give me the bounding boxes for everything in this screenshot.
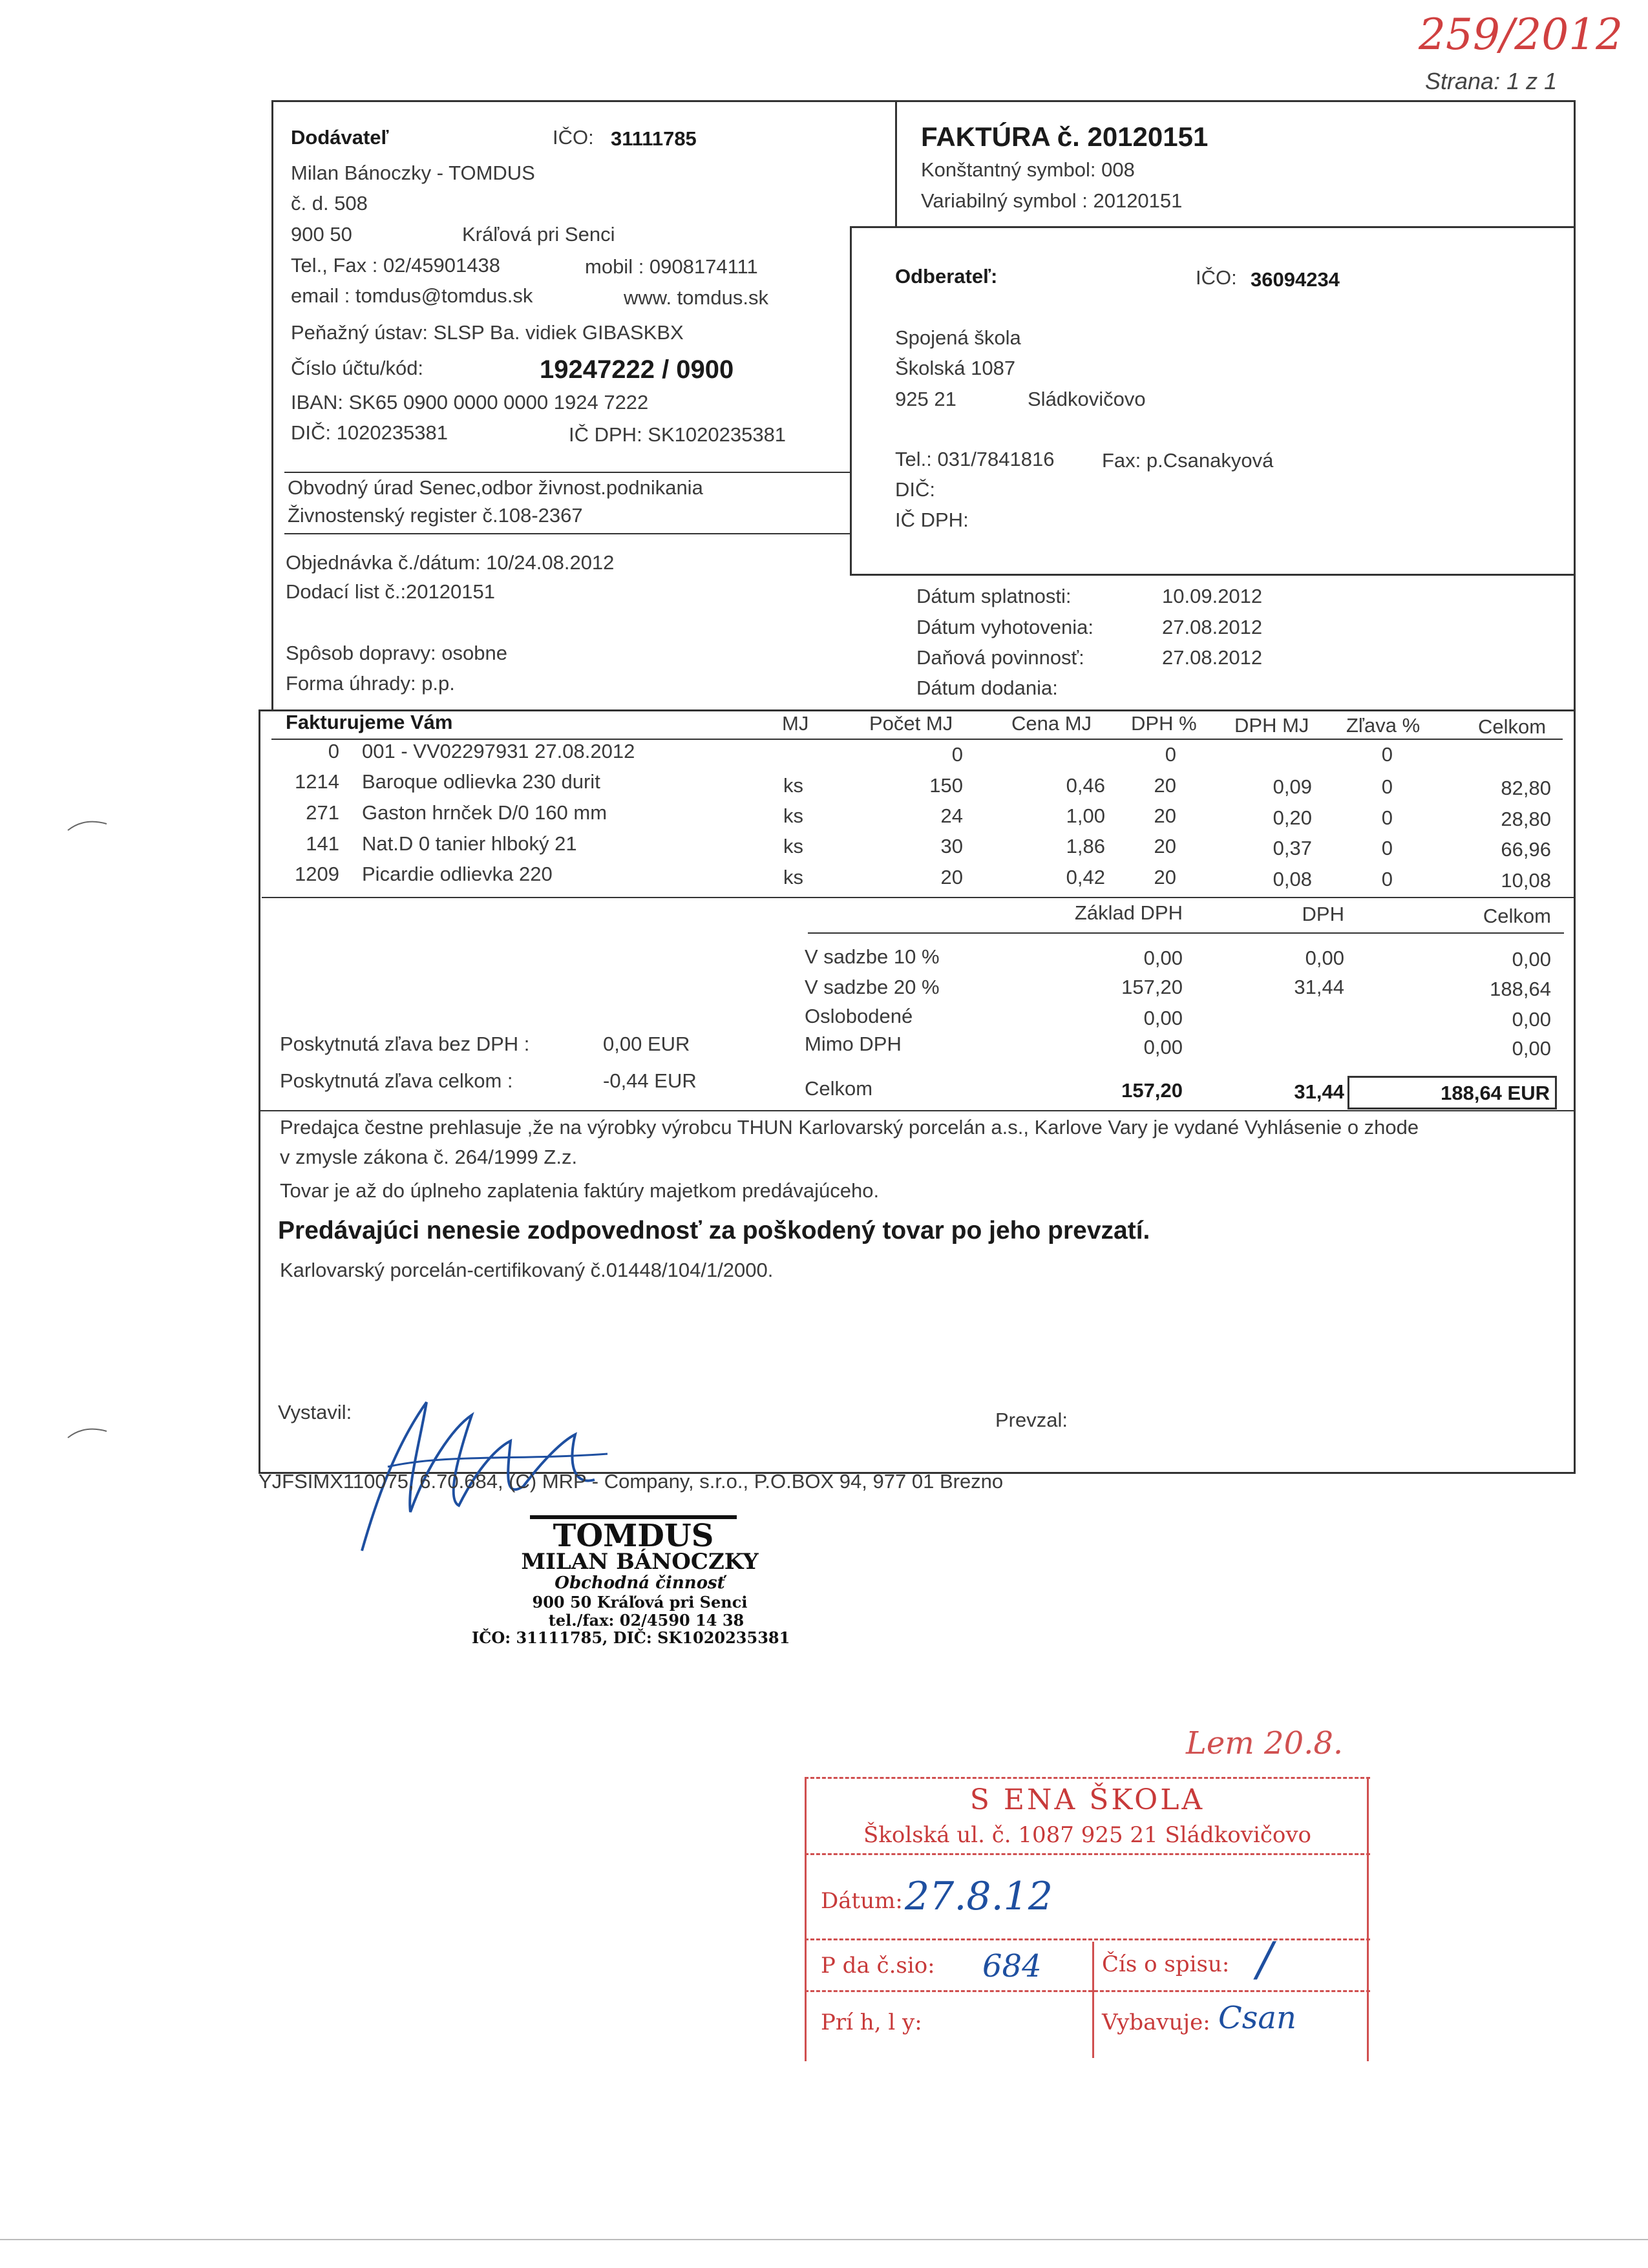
item-mj: ks <box>783 835 803 857</box>
supplier-ic-dph: IČ DPH: SK1020235381 <box>569 423 787 446</box>
col-header-qty: Počet MJ <box>869 712 953 735</box>
stamp-date-label: Dátum: <box>821 1888 903 1914</box>
stamp-attach-label: Prí h, l y: <box>821 2010 922 2035</box>
item-vat: 20 <box>1154 774 1176 797</box>
registry-top-line <box>284 472 850 473</box>
col-header-discount: Zľava % <box>1346 714 1421 737</box>
tax-date: 27.08.2012 <box>1162 646 1263 669</box>
supplier-account-label: Číslo účtu/kód: <box>291 357 424 379</box>
customer-box-left <box>850 226 852 575</box>
supplier-stamp <box>465 1515 801 1670</box>
col-header-price: Cena MJ <box>1011 712 1092 735</box>
customer-phone: Tel.: 031/7841816 <box>895 448 1055 470</box>
supplier-ico-label: IČO: <box>553 126 594 149</box>
stamp-owner: MILAN BÁNOCZKY <box>521 1549 759 1575</box>
summary-total-label: Celkom <box>805 1077 873 1100</box>
item-code: 271 <box>306 801 339 824</box>
customer-fax: Fax: p.Csanakyová <box>1102 449 1274 472</box>
col-header-vat: DPH % <box>1131 712 1197 735</box>
discount-net: 0,00 EUR <box>603 1033 690 1055</box>
item-qty: 20 <box>940 866 963 888</box>
item-name: 001 - VV02297931 27.08.2012 <box>362 740 635 762</box>
stamp-column-divider <box>1092 1942 1094 2058</box>
discount-total: -0,44 EUR <box>603 1069 697 1092</box>
school-registry-stamp <box>805 1777 1370 2061</box>
item-discount: 0 <box>1381 743 1393 766</box>
item-vat: 20 <box>1154 804 1176 827</box>
variable-symbol: Variabilný symbol : 20120151 <box>921 189 1183 212</box>
supplier-phone: Tel., Fax : 02/45901438 <box>291 254 501 277</box>
summary-label-outside: Mimo DPH <box>805 1033 902 1055</box>
stamp-date-value: 27.8.12 <box>905 1874 1053 1919</box>
summary-total-20: 188,64 <box>1490 978 1551 1000</box>
item-vat-mj: 0,20 <box>1273 806 1312 829</box>
scan-mark-1 <box>65 814 110 834</box>
supplier-email: email : tomdus@tomdus.sk <box>291 284 533 307</box>
item-qty: 24 <box>940 804 963 827</box>
item-discount: 0 <box>1381 775 1393 798</box>
summary-header-total: Celkom <box>1483 905 1551 927</box>
item-name: Nat.D 0 tanier hlboký 21 <box>362 832 577 855</box>
order-line: Objednávka č./dátum: 10/24.08.2012 <box>286 551 615 574</box>
stamp-school-name: S ENA ŠKOLA <box>969 1783 1205 1816</box>
issue-date: 27.08.2012 <box>1162 616 1263 638</box>
summary-vat-20: 31,44 <box>1294 976 1344 998</box>
frame-right <box>1574 100 1576 1473</box>
col-header-mj: MJ <box>782 712 809 735</box>
customer-box-bottom <box>850 574 1576 576</box>
supplier-registry-1: Obvodný úrad Senec,odbor živnost.podnikania <box>288 476 703 499</box>
summary-label-exempt: Oslobodené <box>805 1005 913 1027</box>
issued-by-label: Vystavil: <box>278 1401 352 1423</box>
item-qty: 30 <box>940 835 963 857</box>
frame-top <box>271 100 1576 102</box>
received-by-label: Prevzal: <box>995 1409 1068 1431</box>
item-vat-mj: 0,09 <box>1273 775 1312 798</box>
customer-heading: Odberateľ: <box>895 265 998 288</box>
summary-total-vat: 31,44 <box>1294 1080 1344 1103</box>
summary-bottom-line <box>259 1110 1576 1111</box>
item-name: Picardie odlievka 220 <box>362 863 553 885</box>
stamp-left-border <box>805 1777 807 2061</box>
item-discount: 0 <box>1381 868 1393 890</box>
stamp-handled-label: Vybavuje: <box>1102 2010 1210 2035</box>
delivery-date-label: Dátum dodania: <box>916 677 1058 699</box>
item-mj: ks <box>783 866 803 888</box>
stamp-activity: Obchodná činnosť <box>555 1573 725 1593</box>
frame-left-lower <box>259 711 260 1473</box>
summary-base-outside: 0,00 <box>1143 1036 1183 1058</box>
item-total: 66,96 <box>1501 838 1551 861</box>
customer-ic-dph: IČ DPH: <box>895 509 969 531</box>
summary-total-10: 0,00 <box>1512 948 1551 971</box>
item-code: 1209 <box>295 863 339 885</box>
item-qty: 0 <box>951 743 963 766</box>
summary-label-10: V sadzbe 10 % <box>805 945 940 968</box>
col-header-description: Fakturujeme Vám <box>286 711 453 733</box>
note-law: v zmysle zákona č. 264/1999 Z.z. <box>280 1146 578 1168</box>
delivery-note: Dodací list č.:20120151 <box>286 580 495 603</box>
item-total: 28,80 <box>1501 808 1551 830</box>
item-price: 1,00 <box>1066 804 1105 827</box>
item-price: 0,42 <box>1066 866 1105 888</box>
supplier-name: Milan Bánoczky - TOMDUS <box>291 162 535 184</box>
note-liability: Predávajúci nenesie zodpovednosť za poškodený tovar po jeho prevzatí. <box>278 1217 1150 1244</box>
item-vat: 20 <box>1154 835 1176 857</box>
col-header-vat-mj: DPH MJ <box>1234 714 1309 737</box>
item-mj: ks <box>783 774 803 797</box>
issue-date-label: Dátum vyhotovenia: <box>916 616 1093 638</box>
supplier-city: Kráľová pri Senci <box>462 223 615 246</box>
item-code: 0 <box>328 740 339 762</box>
scan-mark-2 <box>65 1422 110 1441</box>
supplier-dic: DIČ: 1020235381 <box>291 421 449 444</box>
stamp-file-label: Čís o spisu: <box>1102 1951 1230 1977</box>
summary-header-vat: DPH <box>1302 903 1344 925</box>
frame-left-upper <box>271 100 273 711</box>
customer-box-top <box>850 226 1576 228</box>
supplier-iban: IBAN: SK65 0900 0000 0000 1924 7222 <box>291 391 649 414</box>
stamp-handled-value: Csan <box>1218 2000 1296 2036</box>
customer-ico: 36094234 <box>1251 268 1340 291</box>
summary-label-20: V sadzbe 20 % <box>805 976 940 998</box>
summary-base-exempt: 0,00 <box>1143 1007 1183 1029</box>
item-code: 141 <box>306 832 339 855</box>
stamp-company: TOMDUS <box>530 1515 737 1553</box>
due-date: 10.09.2012 <box>1162 585 1263 607</box>
supplier-account: 19247222 / 0900 <box>540 355 734 384</box>
item-vat-mj: 0,37 <box>1273 837 1312 859</box>
discount-total-label: Poskytnutá zľava celkom : <box>280 1069 513 1092</box>
constant-symbol: Konštantný symbol: 008 <box>921 158 1135 181</box>
stamp-address: 900 50 Kráľová pri Senci <box>532 1593 748 1612</box>
item-total: 10,08 <box>1501 869 1551 892</box>
item-mj: ks <box>783 804 803 827</box>
summary-header-line <box>808 932 1564 934</box>
supplier-ico: 31111785 <box>611 127 697 150</box>
stamp-ids: IČO: 31111785, DIČ: SK1020235381 <box>472 1628 790 1647</box>
customer-name: Spojená škola <box>895 326 1021 349</box>
grand-total: 188,64 EUR <box>1347 1076 1557 1109</box>
item-discount: 0 <box>1381 837 1393 859</box>
item-vat: 20 <box>1154 866 1176 888</box>
item-qty: 150 <box>929 774 963 797</box>
page-indicator: Strana: 1 z 1 <box>1425 68 1558 94</box>
scan-bottom-line <box>0 2239 1648 2240</box>
stamp-reg-value: 684 <box>982 1948 1042 1984</box>
item-code: 1214 <box>295 770 339 793</box>
summary-base-20: 157,20 <box>1121 976 1183 998</box>
supplier-registry-2: Živnostenský register č.108-2367 <box>288 504 583 527</box>
supplier-heading: Dodávateľ <box>291 126 389 149</box>
item-name: Baroque odlievka 230 durit <box>362 770 600 793</box>
customer-city: Sládkovičovo <box>1028 388 1146 410</box>
note-certificate: Karlovarský porcelán-certifikovaný č.01448/104/1/2000. <box>280 1259 774 1281</box>
supplier-zip: 900 50 <box>291 223 352 246</box>
customer-street: Školská 1087 <box>895 357 1016 379</box>
stamp-school-address: Školská ul. č. 1087 925 21 Sládkovičovo <box>863 1822 1312 1848</box>
due-date-label: Dátum splatnosti: <box>916 585 1072 607</box>
invoice-title: FAKTÚRA č. 20120151 <box>921 121 1209 152</box>
item-vat-mj: 0,08 <box>1273 868 1312 890</box>
transport-method: Spôsob dopravy: osobne <box>286 642 507 664</box>
summary-total-outside: 0,00 <box>1512 1037 1551 1060</box>
item-vat: 0 <box>1165 743 1176 766</box>
item-discount: 0 <box>1381 806 1393 829</box>
item-price: 1,86 <box>1066 835 1105 857</box>
stamp-right-border <box>1367 1777 1369 2061</box>
registry-bottom-line <box>284 533 850 534</box>
stamp-reg-label: P da č.sio: <box>821 1953 935 1979</box>
col-header-total: Celkom <box>1478 715 1547 738</box>
item-price: 0,46 <box>1066 774 1105 797</box>
payment-method: Forma úhrady: p.p. <box>286 672 455 695</box>
note-ownership: Tovar je až do úplneho zaplatenia faktúry majetkom predávajúceho. <box>280 1179 880 1202</box>
supplier-street: č. d. 508 <box>291 192 368 215</box>
stamp-file-value: / <box>1257 1932 1273 1986</box>
customer-ico-label: IČO: <box>1196 266 1237 289</box>
item-total: 82,80 <box>1501 777 1551 799</box>
footer-software: YJFSIMX110075, 6.70.684, (C) MRP - Company, s.r.o., P.O.BOX 94, 977 01 Brezno <box>259 1470 1004 1493</box>
note-declaration: Predajca čestne prehlasuje ,že na výrobky výrobcu THUN Karlovarský porcelán a.s., Karlove Vary je vydané Vyhlásenie o zhode <box>280 1116 1419 1139</box>
supplier-web: www. tomdus.sk <box>624 286 768 309</box>
summary-total-base: 157,20 <box>1121 1079 1183 1102</box>
customer-zip: 925 21 <box>895 388 956 410</box>
summary-total-exempt: 0,00 <box>1512 1008 1551 1031</box>
discount-net-label: Poskytnutá zľava bez DPH : <box>280 1033 530 1055</box>
header-divider <box>895 100 897 226</box>
summary-header-base: Základ DPH <box>1074 901 1183 924</box>
summary-vat-10: 0,00 <box>1305 947 1344 969</box>
items-top-line <box>259 709 1576 711</box>
stamp-phone: tel./fax: 02/4590 14 38 <box>548 1611 745 1630</box>
supplier-bank: Peňažný ústav: SLSP Ba. vidiek GIBASKBX <box>291 321 684 344</box>
item-name: Gaston hrnček D/0 160 mm <box>362 801 607 824</box>
summary-base-10: 0,00 <box>1143 947 1183 969</box>
tax-date-label: Daňová povinnosť: <box>916 646 1084 669</box>
customer-dic: DIČ: <box>895 478 935 501</box>
supplier-mobile: mobil : 0908174111 <box>585 255 758 278</box>
handwritten-reference: 259/2012 <box>1419 10 1623 59</box>
items-bottom-line <box>262 897 1574 898</box>
handwritten-note: Lem 20.8. <box>1186 1725 1344 1761</box>
